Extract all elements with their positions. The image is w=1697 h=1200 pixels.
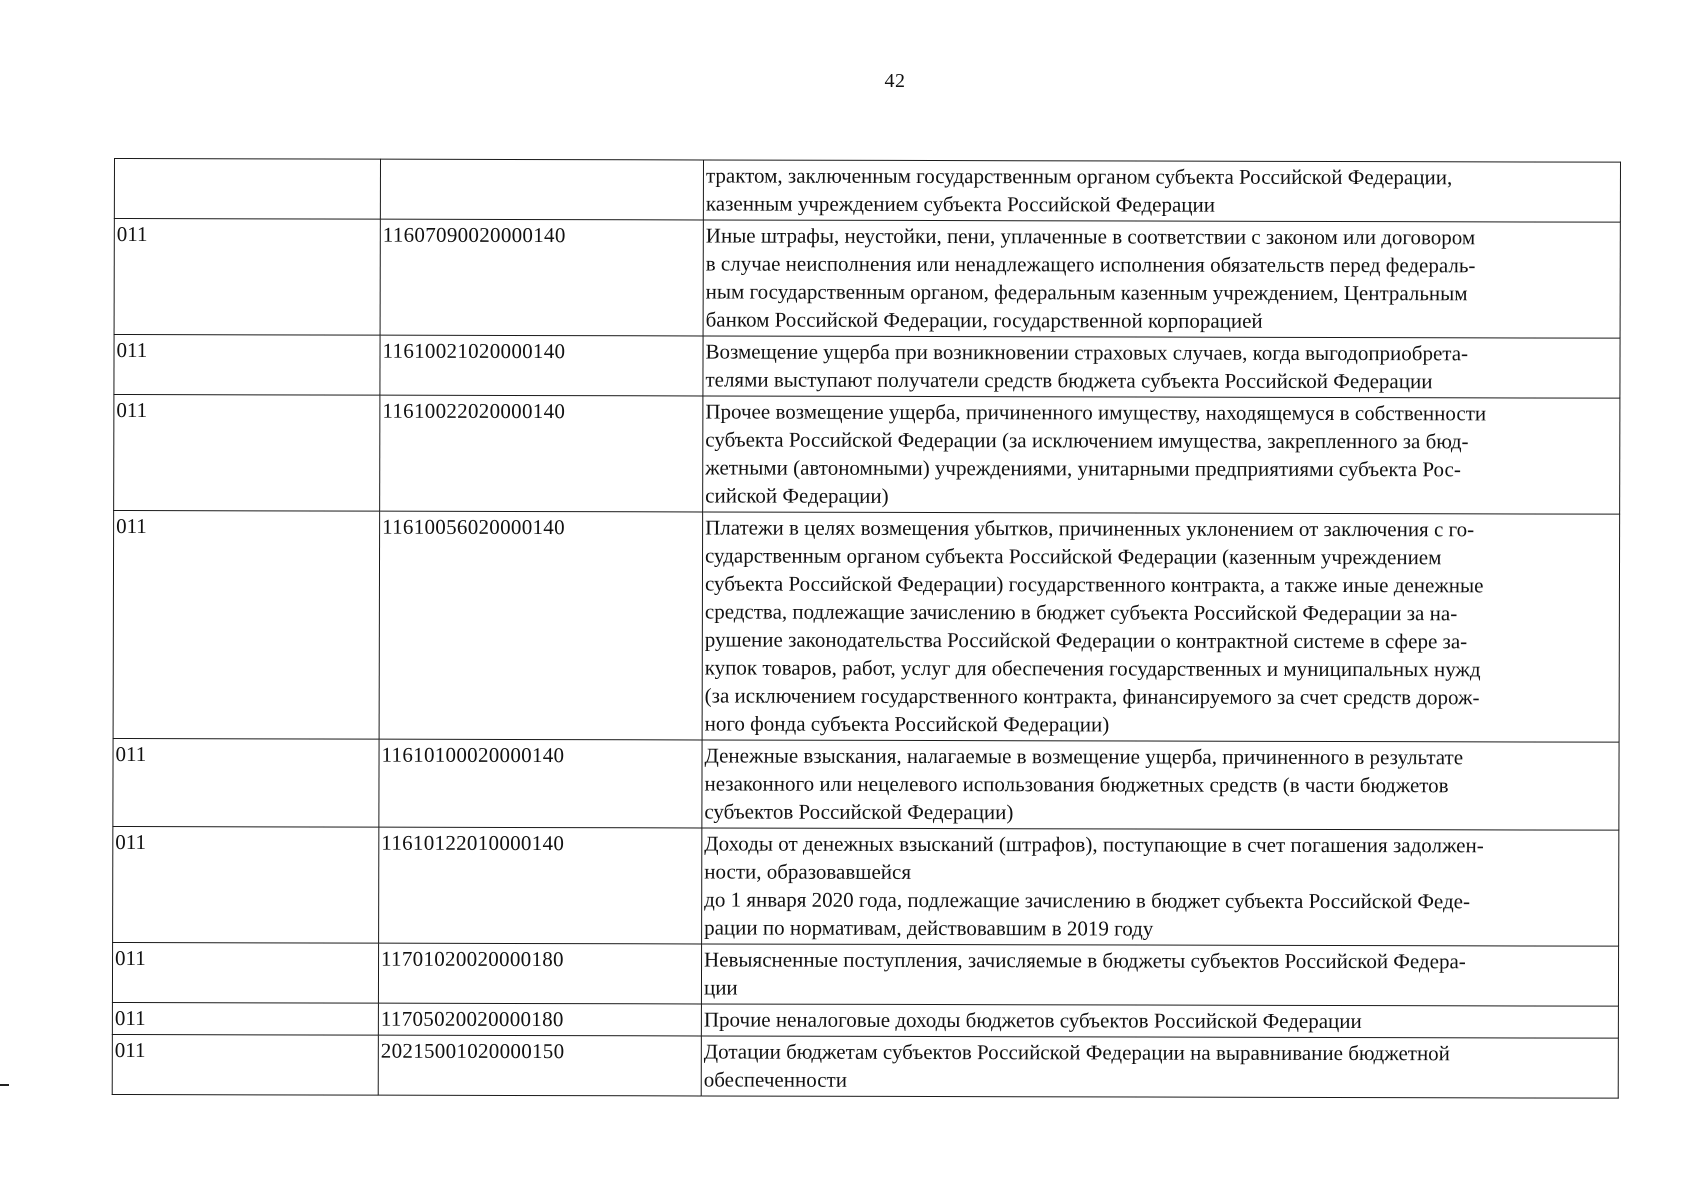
table-row (112, 1034, 1618, 1098)
budget-code-cell: 11701020020000180 (378, 943, 701, 1004)
budget-code-cell: 11607090020000140 (380, 219, 703, 336)
table-row (114, 335, 1620, 399)
table-row (114, 159, 1620, 223)
budget-code-cell: 11610056020000140 (379, 511, 703, 740)
description-cell: Денежные взыскания, налагаемые в возмещение ущерба, причиненного в результате незаконного или нецелевого использования бюджетных средств (в части бюджетов субъектов Российской Федерации) (702, 740, 1619, 830)
admin-code-cell: 011 (113, 826, 379, 943)
budget-code-cell: 11610122010000140 (379, 827, 702, 944)
budget-code-cell: 11705020020000180 (378, 1003, 701, 1036)
description-cell: Возмещение ущерба при возникновении страховых случаев, когда выгодоприобрета- телями выступают получатели средств бюджета субъекта Российской Федерации (703, 336, 1620, 398)
description-cell: Дотации бюджетам субъектов Российской Федерации на выравнивание бюджетной обеспеченности (701, 1036, 1618, 1098)
admin-code-cell: 011 (114, 335, 380, 396)
table-row (113, 511, 1620, 743)
budget-code-cell: 11610100020000140 (379, 739, 702, 828)
page-number: 42 (884, 70, 906, 92)
admin-code-cell: 011 (112, 942, 378, 1003)
admin-code-cell: 011 (114, 395, 380, 512)
budget-code-cell (380, 159, 703, 220)
admin-code-cell (114, 159, 380, 220)
budget-code-cell: 20215001020000150 (378, 1035, 701, 1096)
table-row (113, 738, 1619, 830)
description-cell: Прочие неналоговые доходы бюджетов субъектов Российской Федерации (701, 1004, 1618, 1038)
budget-code-cell: 11610022020000140 (380, 395, 703, 512)
description-cell: Прочее возмещение ущерба, причиненного имуществу, находящемуся в собственности субъекта Российской Федерации (за исключением имущества, закрепленного за бюд- жетными (автономными) учреждениями, унитарными предприятиями субъекта Рос- сийской Федерации) (703, 396, 1620, 514)
table-row (114, 219, 1620, 339)
table-row (113, 826, 1619, 946)
description-cell: Доходы от денежных взысканий (штрафов), поступающие в счет погашения задолжен- ности, образовавшейся до 1 января 2020 года, подлежащие зачислению в бюджет субъекта Российской Феде- рации по нормативам, действовавшим в 2019 году (702, 828, 1619, 946)
revenue-codes-table (112, 158, 1621, 1099)
table-row (112, 1002, 1618, 1038)
description-cell: трактом, заключенным государственным органом субъекта Российской Федерации, казенным учреждением субъекта Российской Федерации (703, 160, 1620, 222)
description-cell: Платежи в целях возмещения убытков, причиненных уклонением от заключения с го- сударственным органом субъекта Российской Федерации (казенным учреждением субъекта Российской Федерации) государственного контракта, а также иные денежные средства, подлежащие зачислению в бюджет субъекта Российской Федерации за на- рушение законодательства Российской Федерации о контрактной системе в сфере за- купок товаров, работ, услуг для обеспечения государственных и муниципальных нужд (за исключением государственного контракта, финансируемого за счет средств дорож- ного фонда субъекта Российской Федерации) (702, 512, 1620, 742)
description-cell: Невыясненные поступления, зачисляемые в бюджеты субъектов Российской Федера- ции (701, 944, 1618, 1006)
budget-code-cell: 11610021020000140 (380, 335, 703, 396)
description-cell: Иные штрафы, неустойки, пени, уплаченные в соответствии с законом или договором в случае неисполнения или ненадлежащего исполнения обязательств перед федераль- ным государственным органом, федеральным казенным учреждением, Центральным банком Российской Федерации, государственной корпорацией (703, 220, 1620, 338)
document-table-wrapper (112, 158, 1620, 1099)
admin-code-cell: 011 (113, 738, 379, 827)
admin-code-cell: 011 (113, 511, 380, 740)
admin-code-cell: 011 (112, 1002, 378, 1035)
table-row (114, 395, 1620, 515)
admin-code-cell: 011 (114, 219, 380, 336)
table-row (112, 942, 1618, 1006)
scan-margin-mark (0, 1084, 9, 1086)
admin-code-cell: 011 (112, 1034, 378, 1095)
